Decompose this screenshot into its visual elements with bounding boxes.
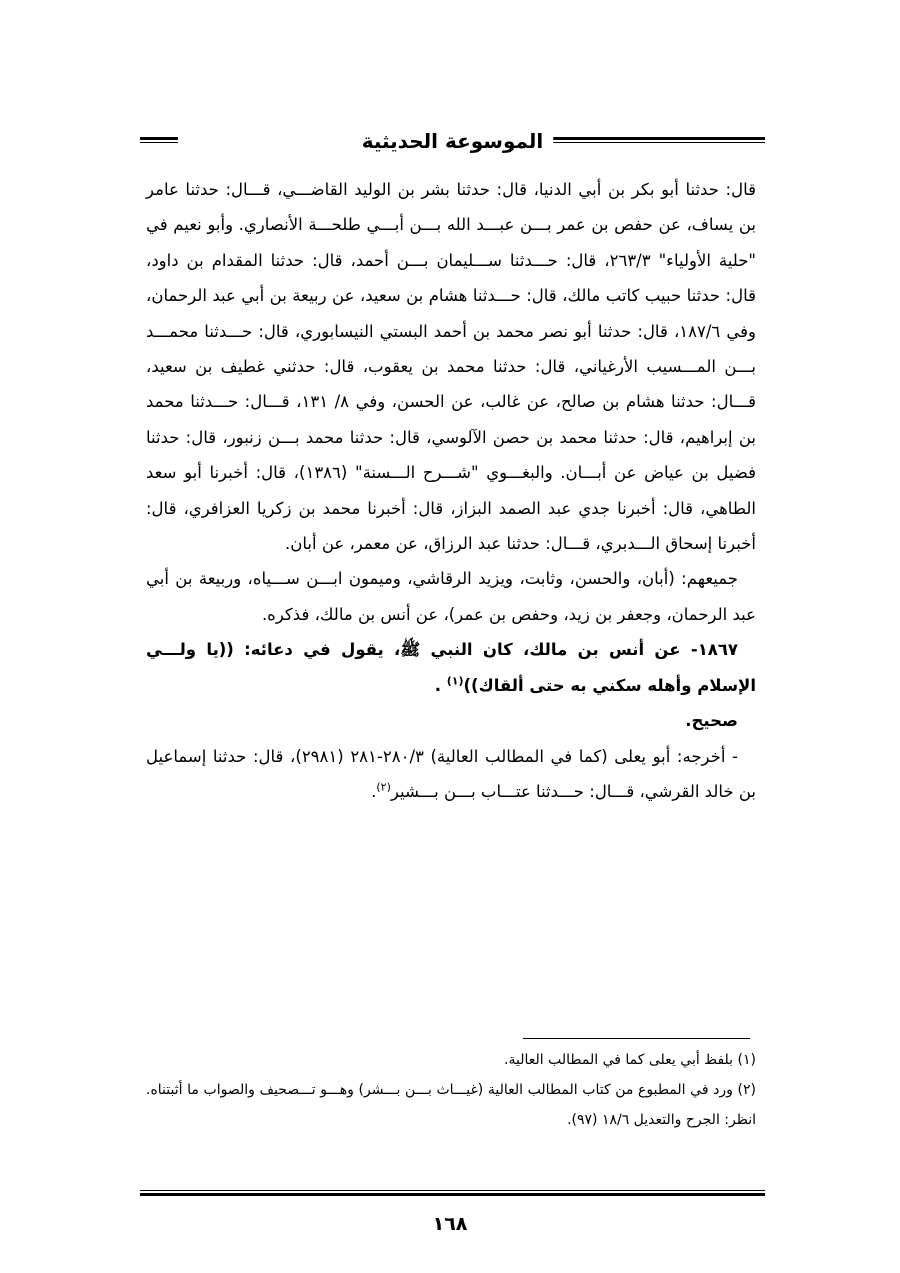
footnotes <box>146 1045 756 1135</box>
footer-rule <box>140 1190 765 1196</box>
page-number: ١٦٨ <box>432 1213 468 1235</box>
footnote-2: (٢) ورد في المطبوع من كتاب المطالب العالية (غيـــاث بـــن بـــشر) وهـــو تـــصحيف والصواب ما أثبتناه. انظر: الجرح والتعديل ١٨/٦ (٩٧). <box>146 1082 756 1128</box>
hadith-text: ١٨٦٧- عن أنس بن مالك، كان النبي ﷺ، يقول في دعائه: ((يا ولـــي الإسلام وأهله سكني به حتى ألقاك))$^{(١)}$ . <box>146 640 756 695</box>
running-header <box>140 126 765 160</box>
takhrij-body: - أخرجه: أبو يعلى (كما في المطالب العالية) ٢٨٠/٣-٢٨١ (٢٩٨١)، قال: حدثنا إسماعيل بن خالد القرشي، قـــال: حـــدثنا عتـــاب بـــن بـــشير <box>146 746 756 801</box>
hadith-grade: صحيح. <box>685 711 738 731</box>
takhrij-paragraph: - أخرجه: أبو يعلى (كما في المطالب العالية) ٢٨٠/٣-٢٨١ (٢٩٨١)، قال: حدثنا إسماعيل بن خالد القرشي، قـــال: حـــدثنا عتـــاب بـــن بـــشير$^{(٢)}$. <box>146 746 756 801</box>
footnote-1: (١) بلفظ أبي يعلى كما في المطالب العالية. <box>504 1052 756 1068</box>
book-title: الموسوعة الحديثية <box>352 126 554 156</box>
header-rule-left <box>140 137 178 143</box>
footnote-ref-2[interactable]: (٢) <box>376 780 391 794</box>
chain-paragraph: قال: حدثنا أبو بكر بن أبي الدنيا، قال: حدثنا بشر بن الوليد القاضـــي، قـــال: حدثنا عامر بن يساف، عن حفص بن عمر بـــن عبـــد الله بـــن أبـــي طلحـــة الأنصاري. وأبو نعيم في "حلية الأولياء" ٢٦٣/٣، قال: حـــدثنا ســـليمان بـــن أحمد، قال: حدثنا المقدام بن داود، قال: حدثنا حبيب كاتب مالك، قال: حـــدثنا هشام بن سعيد، عن ربيعة بن أبي عبد الرحمان، وفي ١٨٧/٦، قال: حدثنا أبو نصر محمد بن أحمد البستي النيسابوري، قال: حـــدثنا محمـــد بـــن المـــسيب الأرغياني، قال: حدثنا محمد بن يعقوب، قال: حدثني غطيف بن سعيد، قـــال: حدثنا هشام بن صالح، عن غالب، عن الحسن، وفي ٨/ ١٣١، قـــال: حـــدثنا محمد بن إبراهيم، قال: حدثنا محمد بن حصن الآلوسي، قال: حدثنا محمد بـــن زنبور، قال: حدثنا فضيل بن عياض عن أبـــان. والبغـــوي "شـــرح الـــسنة" (١٣٨٦)، قال: أخبرنا أبو سعد الطاهي، قال: أخبرنا جدي عبد الصمد البزاز، قال: أخبرنا محمد بن زكريا العزافري، قال: أخبرنا إسحاق الـــدبري، قـــال: حدثنا عبد الرزاق، عن معمر، عن أبان. <box>146 180 757 554</box>
page-body <box>146 172 756 809</box>
footnote-separator <box>523 1038 750 1039</box>
narrators-paragraph: جميعهم: (أبان، والحسن، وثابت، ويزيد الرقاشي، وميمون ابـــن ســـياه، وربيعة بن أبي عبد الرحمان، وجعفر بن زيد، وحفص بن عمر)، عن أنس بن مالك، فذكره. <box>146 569 756 624</box>
hadith-body: ١٨٦٧- عن أنس بن مالك، كان النبي ﷺ، يقول في دعائه: ((يا ولـــي الإسلام وأهله سكني به حتى ألقاك)) <box>146 640 756 695</box>
footnote-ref-1[interactable]: (١) <box>446 674 464 688</box>
